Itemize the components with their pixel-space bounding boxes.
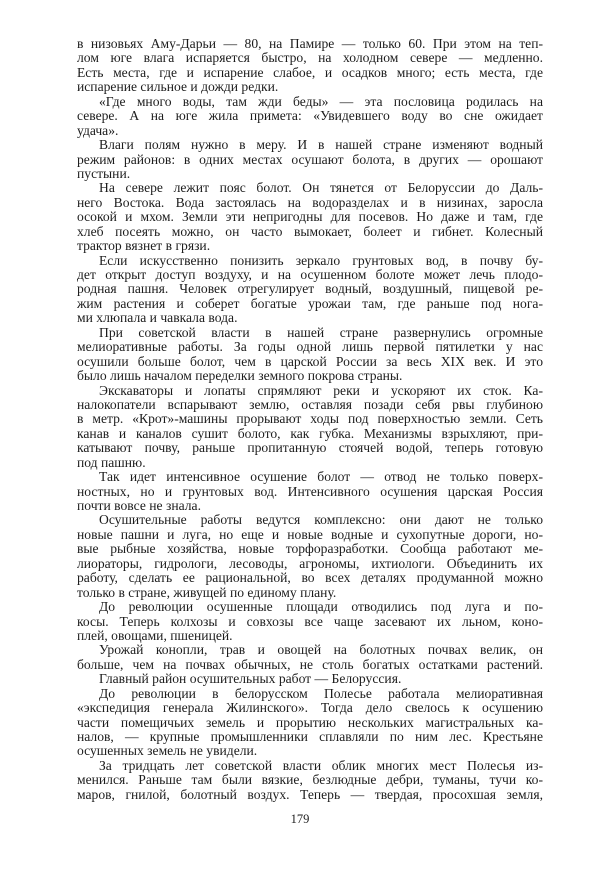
text-line: осокой и мхом. Земли эти непригодны для посевов. Но даже и там, где (77, 209, 543, 225)
text-line: На севере лежит пояс болот. Он тянется от Белоруссии до Даль- (99, 180, 543, 196)
text-line: больше, чем на почвах обычных, не столь богатых остатками растений. (77, 656, 543, 672)
paragraph (77, 254, 543, 326)
text-line: было лишь началом переделки земного покрова страны. (77, 368, 403, 384)
text-line: ностных, но и грунтовых вод. Интенсивного осушения царская Россия (77, 483, 543, 499)
paragraph (77, 643, 543, 672)
text-line: катывают почву, раньше пропитанную стоячей водой, теперь готовую (77, 440, 543, 456)
text-line: За тридцать лет советской власти облик многих мест Полесья из- (99, 757, 543, 773)
text-line: почти вовсе не знала. (77, 498, 201, 513)
text-line: севере. А на юге жила примета: «Увидевшего воду во сне ожидает (77, 108, 543, 124)
text-line: Так идет интенсивное осушение болот — отвод не только поверх- (99, 469, 543, 485)
text-line: испарение сильное и дожди редки. (77, 79, 279, 95)
text-line: осушили больше болот, чем в царской России за весь XIX век. И это (77, 353, 543, 369)
text-line: Осушительные работы ведутся комплексно: они дают не только (99, 512, 543, 528)
text-line: под пашню. (77, 454, 146, 470)
text-line: только в стране, живущей по единому плану. (77, 584, 337, 600)
text-line: жим растения и соберет богатые урожаи там, где раньше под нога- (77, 295, 543, 311)
text-line: косы. Теперь колхозы и совхозы все чаще засевают их льном, коно- (77, 613, 543, 629)
text-line: ми хлюпала и чавкала вода. (77, 310, 238, 326)
paragraph (77, 600, 543, 643)
text-line: Урожай конопли, трав и овощей на болотных почвах велик, он (99, 642, 543, 658)
text-line: канав и каналов сушит болото, как губка. Механизмы взрыхляют, при- (77, 425, 543, 441)
text-line: Есть места, где и испарение слабое, и осадков много; есть места, где (77, 64, 543, 80)
paragraph (77, 37, 543, 95)
paragraph (77, 470, 543, 513)
paragraph (77, 672, 543, 686)
text-line: новые пашни и луга, но еще и новые водные и сухопутные дороги, но- (77, 526, 543, 542)
text-line: осушенных земель не увидели. (77, 743, 258, 759)
text-line: в метр. «Крот»-машины прорывают ходы под поверхностью земли. Сеть (77, 411, 543, 427)
text-line: Влаги полям нужно в меру. И в нашей стране изменяют водный (99, 137, 543, 153)
text-line: трактор вязнет в грязи. (77, 238, 211, 254)
text-line: При советской власти в нашей стране развернулись огромные (99, 324, 543, 340)
text-line: плей, овощами, пшеницей. (77, 627, 233, 643)
paragraph (77, 759, 543, 802)
paragraph (77, 181, 543, 253)
text-line: в низовьях Аму-Дарьи — 80, на Памире — только 60. При этом на теп- (77, 36, 543, 51)
text-line: режим районов: в одних местах осушают болота, в других — орошают (77, 151, 543, 167)
text-line: До революции осушенные площади отводились под луга и по- (99, 599, 543, 615)
paragraph (77, 95, 543, 138)
page-number: 179 (290, 812, 310, 826)
text-line: Если искусственно понизить зеркало грунтовых вод, в почву бу- (99, 252, 543, 268)
text-line: вые рыбные хозяйства, новые торфоразработки. Сообща работают ме- (77, 541, 543, 557)
text-line: «экспедиция генерала Жилинского». Тогда дело свелось к осушению (77, 700, 543, 716)
text-line: мелиоративные работы. За годы одной лишь первой пятилетки у нас (77, 339, 543, 355)
text-line: «Где много воды, там жди беды» — эта пословица родилась на (99, 93, 543, 109)
paragraph (77, 326, 543, 384)
text-line: Экскаваторы и лопаты спрямляют реки и ускоряют их сток. Ка- (99, 382, 543, 398)
text-line: части помещичьих земель и прорытию нескольких магистральных ка- (77, 714, 543, 730)
paragraph (77, 687, 543, 759)
text-line: работу, сделать ее рациональной, во всех деталях продуманной можно (77, 570, 543, 586)
text-line: пустыни. (77, 165, 131, 181)
text-line: налов, — крупные промышленники сплавляли по ним лес. Крестьяне (77, 729, 543, 744)
text-line: лиораторы, гидрологи, лесоводы, агрономы, ихтиологи. Объединить их (77, 555, 543, 571)
text-line: маров, гнилой, болотный воздух. Теперь — твердая, просохшая земля, (77, 786, 543, 802)
text-line: До революции в белорусском Полесье работала мелиоративная (99, 685, 543, 701)
book-page-text (77, 37, 543, 802)
paragraph (77, 384, 543, 471)
paragraph (77, 138, 543, 181)
text-line: него Востока. Вода застоялась на водоразделах и в низинах, заросла (77, 194, 543, 210)
text-line: хлеб посеять можно, он часто вымокает, болеет и гибнет. Колесный (77, 223, 543, 239)
text-line: лом юге влага испаряется быстро, на холодном севере — медленно. (77, 50, 543, 66)
text-line: налокопатели вспарывают землю, оставляя позади себя рвы глубиною (77, 396, 543, 412)
text-line: дет открыт доступ воздуху, и на осушенном болоте может лечь плодо- (77, 267, 543, 282)
text-line: менился. Раньше там были вязкие, безлюдные дебри, туманы, тучи ко- (77, 772, 543, 788)
text-line: родная пашня. Человек отрегулирует водный, воздушный, пищевой ре- (77, 281, 543, 297)
text-line: удача». (77, 122, 119, 138)
paragraph (77, 513, 543, 600)
text-line: Главный район осушительных работ — Белоруссия. (99, 671, 402, 687)
